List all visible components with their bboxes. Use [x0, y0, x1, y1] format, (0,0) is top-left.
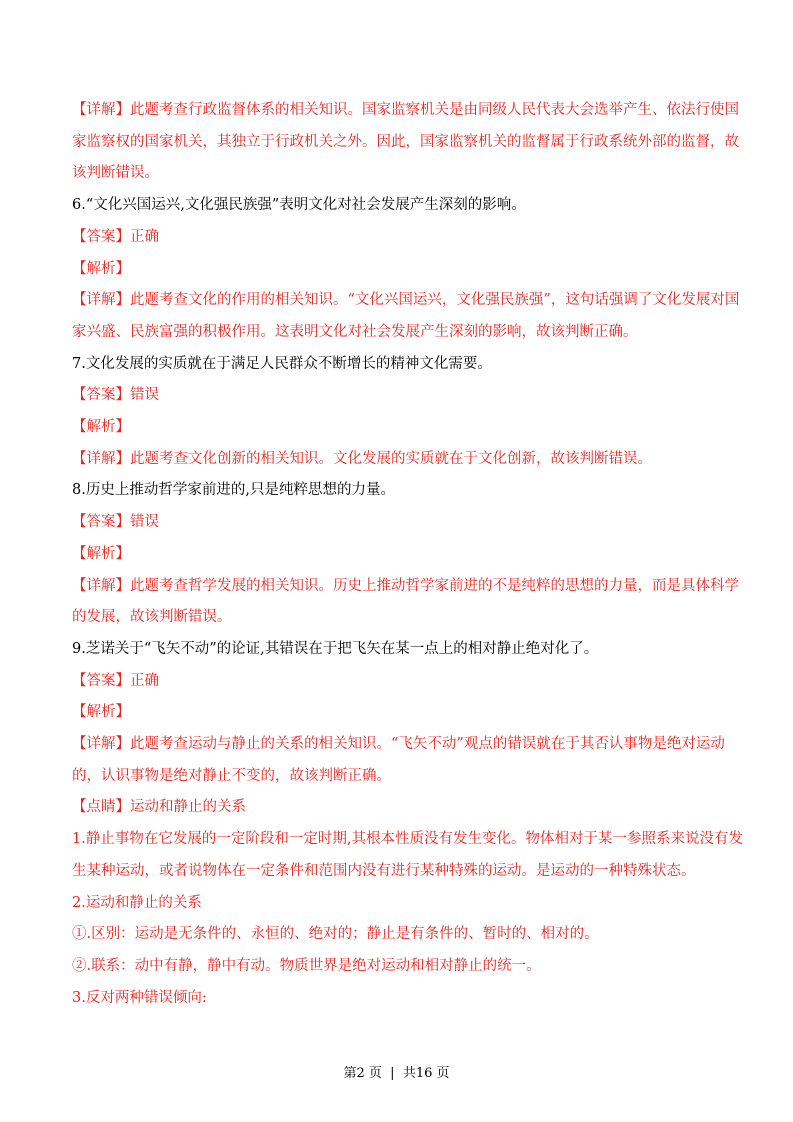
text-line: 2.运动和静止的关系 — [72, 894, 202, 911]
text-line: 【详解】此题考查文化创新的相关知识。文化发展的实质就在于文化创新，故该判断错误。 — [72, 450, 652, 467]
text-line: 【答案】错误 — [72, 514, 159, 531]
text-line: 【详解】此题考查行政监督体系的相关知识。国家监察机关是由同级人民代表大会选举产生、依法行使国 — [72, 102, 739, 118]
text-line: 【解析】 — [72, 545, 130, 562]
text-line: 家兴盛、民族富强的积极作用。这表明文化对社会发展产生深刻的影响，故该判断正确。 — [72, 323, 638, 340]
text-line: ①.区别：运动是无条件的、永恒的、绝对的；静止是有条件的、暂时的、相对的。 — [72, 926, 599, 943]
text-line: 8.历史上推动哲学家前进的,只是纯粹思想的力量。 — [72, 482, 395, 499]
text-line: 【解析】 — [72, 419, 130, 436]
document-body — [72, 95, 743, 1014]
text-line: 家监察权的国家机关，其独立于行政机关之外。因此，国家监察机关的监督属于行政系统外部的监督，故 — [72, 133, 739, 150]
text-line: 7.文化发展的实质就在于满足人民群众不断增长的精神文化需要。 — [72, 355, 492, 372]
text-line: 6.“文化兴国运兴,文化强民族强”表明文化对社会发展产生深刻的影响。 — [72, 197, 526, 214]
text-line: 【详解】此题考查文化的作用的相关知识。“文化兴国运兴，文化强民族强”，这句话强调了文化发展对国 — [72, 292, 740, 309]
text-line: 【解析】 — [72, 260, 130, 277]
text-line: 的，认识事物是绝对静止不变的，故该判断正确。 — [72, 767, 391, 784]
text-line: 该判断错误。 — [72, 165, 159, 182]
text-line: 【详解】此题考查哲学发展的相关知识。历史上推动哲学家前进的不是纯粹的思想的力量，而是具体科学 — [72, 577, 739, 594]
text-line: 【详解】此题考查运动与静止的关系的相关知识。“飞矢不动”观点的错误就在于其否认事物是绝对运动 — [72, 736, 725, 753]
text-line: 【解析】 — [72, 704, 130, 721]
text-line: 【答案】正确 — [72, 228, 159, 245]
text-line: 的发展，故该判断错误。 — [72, 609, 232, 626]
text-line: 9.芝诺关于“飞矢不动”的论证,其错误在于把飞矢在某一点上的相对静止绝对化了。 — [72, 640, 599, 657]
text-line: 【答案】错误 — [72, 387, 159, 404]
text-line: 生某种运动，或者说物体在一定条件和范围内没有进行某种特殊的运动。是运动的一种特殊状态。 — [72, 862, 696, 879]
text-line: ②.联系：动中有静，静中有动。物质世界是绝对运动和相对静止的统一。 — [72, 957, 541, 974]
text-line: 1.静止事物在它发展的一定阶段和一定时期,其根本性质没有发生变化。物体相对于某一参照系来说没有发 — [72, 831, 743, 848]
text-line: 3.反对两种错误倾向: — [72, 989, 207, 1006]
page-footer: 第2 页 | 共16 页 — [343, 1066, 450, 1081]
text-line: 【点睛】运动和静止的关系 — [72, 799, 246, 816]
text-line: 【答案】正确 — [72, 672, 159, 689]
